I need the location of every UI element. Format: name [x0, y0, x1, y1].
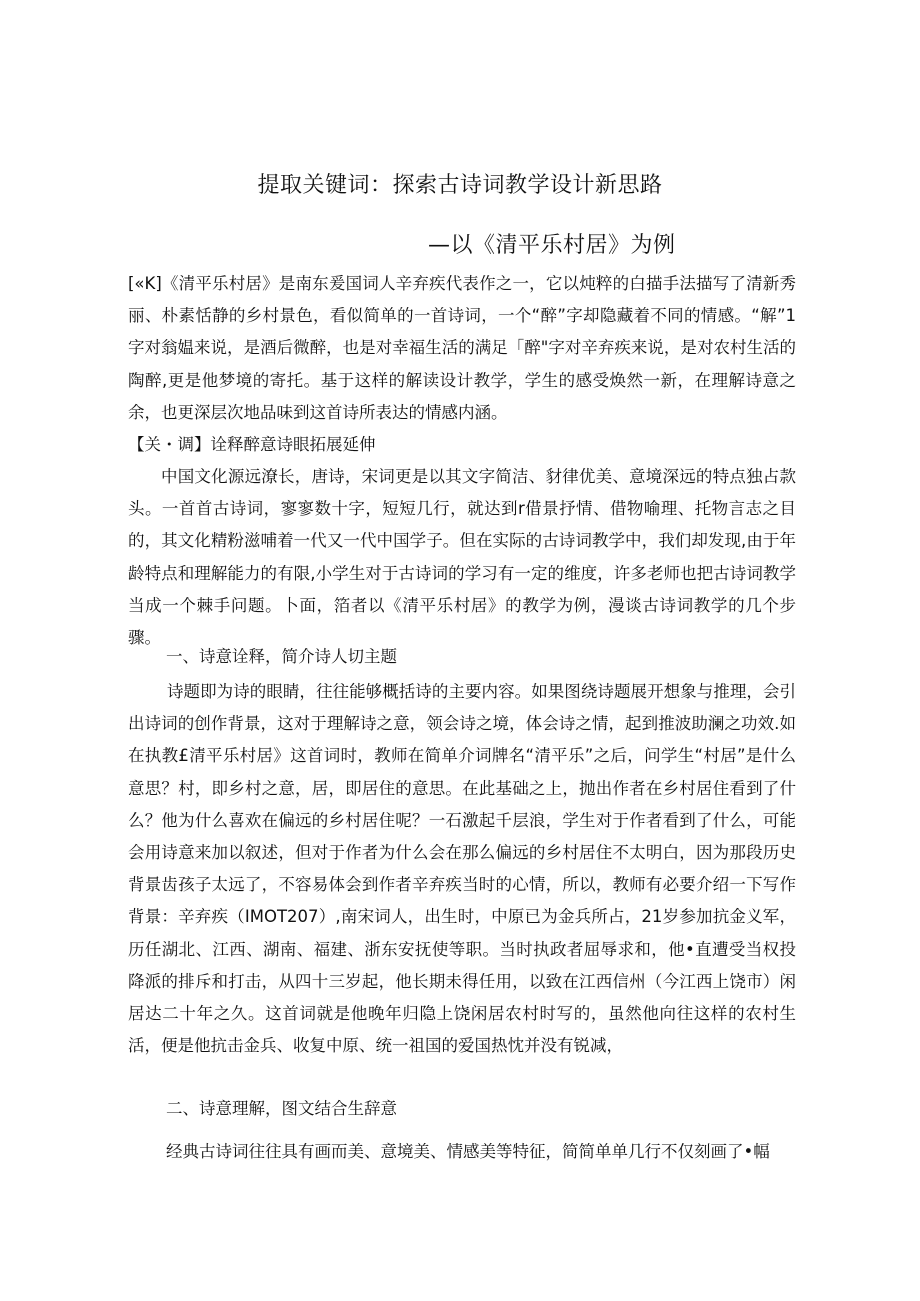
abstract-paragraph: [«K]《清平乐村居》是南东爰国词人辛弃疾代表作之一，它以炖粹的白描手法描写了清新秀丽、朴素恬静的乡村景色，看似简单的一首诗词，一个“醉”字却隐藏着不同的情感。“解”1字对翁媪来说，是酒后微醉，也是对幸福生活的满足「醉"字对辛弃疾来说，是对农村生活的陶醉,更是他梦境的寄托。基于这样的解读设计教学，学生的感受焕然一新，在理解诗意之余，也更深层次地品味到这首诗所表达的情感内涵。 — [128, 274, 796, 422]
document-subtitle: —以《清平乐村居》为例 — [428, 233, 676, 258]
document-title: 提取关键词：探索古诗词教学设计新思路 — [257, 173, 663, 198]
section-1-paragraph: 诗题即为诗的眼睛，往往能够概括诗的主要内容。如果图绕诗题展开想象与推理，会引出诗词的创作背景，这对于理解诗之意，领会诗之境，体会诗之情，起到推波助澜之功效.如在执教£清平乐村居》这首词时，教师在简单介词牌名“清平乐”之后，问学生“村居”是什么意思？村，即乡村之意，居，即居住的意思。在此基础之上，抛出作者在乡村居住看到了什么？他为什么喜欢在偏远的乡村居住呢？一石激起千层浪，学生对于作者看到了什么，可能会用诗意来加以叙述，但对于作者为什么会在那么偏远的乡村居住不太明白，因为那段历史背景齿孩子太远了，不容易体会到作者辛弃疾当时的心情，所以，教师有必要介绍一下写作背景：辛弃疾（IMOT207）,南宋词人，出生时，中原已为金兵所占，21岁参加抗金义军，历任湖北、江西、湖南、福建、浙东安抚使等职。当时执政者屈辱求和，他•直遭受当权投降派的排斥和打击，从四十三岁起，他长期未得任用，以致在江西信州（今江西上饶市）闲居达二十年之久。这首词就是他晚年归隐上饶闲居农村时写的，虽然他向往这样的农村生活，便是他抗击金兵、收复中原、统一祖国的爱国热忱并没有锐减， — [128, 682, 796, 1056]
section-heading-2: 二、诗意理解，图文结合生辞意 — [166, 1099, 397, 1118]
section-2-paragraph: 经典古诗词往往具有画而美、意境美、情感美等特征，简简单单几行不仅刻画了•幅 — [166, 1142, 770, 1161]
keywords-line: 【关・调】诠释醉意诗眼拓展延伸 — [128, 435, 376, 454]
section-heading-1: 一、诗意诠释，简介诗人切主题 — [166, 647, 397, 666]
intro-paragraph: 中国文化源远潦长，唐诗，宋词更是以其文字简洁、豺律优美、意境深远的特点独占款头。一首首古诗词，寥寥数十字，短短几行，就达到r借景抒情、借物喻理、托物言志之目的，其文化精粉滋哺着一代又一代中国学子。但在实际的古诗词教学中，我们却发现,由于年龄特点和理解能力的有限,小学生对于古诗词的学习有一定的维度，许多老师也把古诗词教学当成一个棘手问题。卜面，箔者以《清平乐村居》的教学为例，漫谈古诗词教学的几个步骤。 — [128, 467, 796, 648]
